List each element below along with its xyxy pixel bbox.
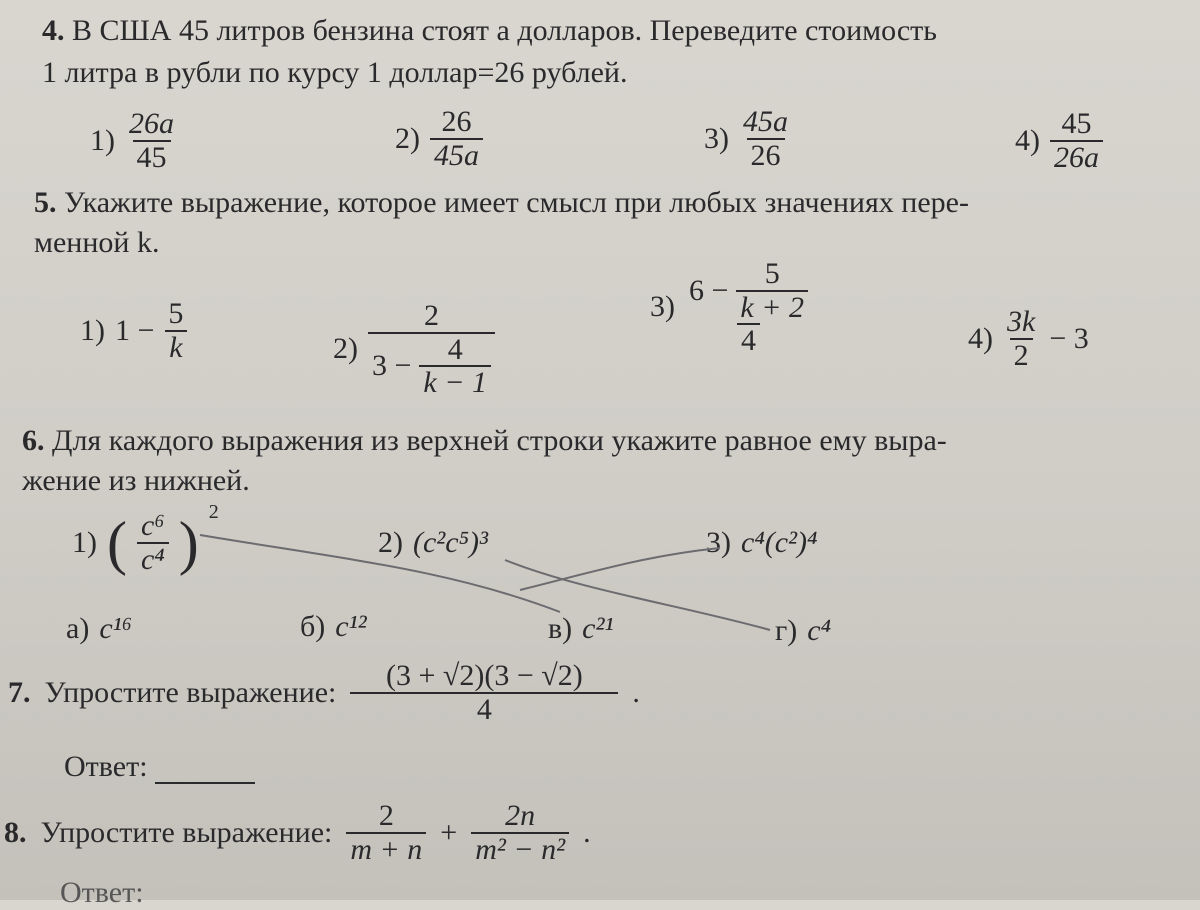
task-4-line-2 (42, 56, 627, 90)
task-4-text-1: В США 45 литров бензина стоят a долларов. Переведите стоимость (72, 14, 937, 47)
task-6-text-1: Для каждого выражения из верхней строки укажите равное ему выра- (52, 424, 947, 457)
task-5-line-1 (34, 186, 969, 220)
task-8-text: Упростите выражение: (40, 815, 333, 849)
task-5-line-2 (34, 226, 159, 260)
task-7-answer-blank[interactable] (155, 754, 255, 784)
task-6-bottom-b: б) c¹² (300, 610, 367, 643)
task-6-line-2 (22, 464, 250, 498)
task-5-option-4: 4) $\frac{3k}{2}$ − 3 (968, 305, 1089, 372)
task-6-top-2: 2) (c²c⁵)³ (378, 526, 489, 559)
task-6-top-1: 1) ( $\frac{\text{c⁶}}{\text{c⁴}}$ ) 2 (72, 501, 219, 576)
task-4-option-1: 1) $\frac{26a}{45}$ (90, 107, 174, 174)
task-8-answer (60, 876, 144, 910)
task-6-top-3: 3) c⁴(c²)⁴ (706, 526, 818, 559)
task-6-number: 6. (22, 424, 45, 457)
task-5-option-2: 2) 2 3 − $\frac{4}{k - 1}$ (333, 300, 495, 399)
task-7-answer (64, 750, 255, 784)
task-6-bottom-v: в) c²¹ (548, 612, 614, 645)
task-7-number: 7. (8, 675, 31, 709)
task-6-line-1 (22, 424, 947, 458)
task-6-text-2: жение из нижней. (22, 464, 250, 497)
task-6-bottom-g: г) c⁴ (775, 614, 832, 647)
task-4-option-2: 2) $\frac{26}{45a}$ (395, 106, 483, 171)
task-6-bottom-a: а) c¹⁶ (66, 612, 133, 645)
task-4-text-2: 1 литра в рубли по курсу 1 доллар=26 рублей. (42, 56, 628, 89)
task-8-answer-label: Ответ: (60, 876, 144, 909)
task-5-number: 5. (34, 186, 57, 219)
pencil-line-3-to-b (520, 548, 720, 590)
task-4-line-1 (42, 14, 937, 48)
task-7-text: Упростите выражение: (44, 675, 337, 709)
task-7-answer-label: Ответ: (64, 750, 148, 783)
task-4-number: 4. (42, 14, 65, 47)
task-4-option-3: 3) $\frac{45a}{26}$ (704, 105, 788, 172)
task-5-option-1: 1) 1 − $\frac{5}{k}$ (80, 298, 187, 363)
task-5-option-3: 3) 6 − $\frac{5}{k + 2}$ 4 (650, 258, 812, 357)
task-8-number: 8. (4, 815, 27, 849)
task-4-option-4: 4) $\frac{45}{26a}$ (1015, 108, 1103, 173)
task-5-text-2: менной k. (34, 226, 160, 259)
task-8: 8. Упростите выражение: $\frac{2}{m + n}$ + $\frac{2n}{\text{m² − n²}}$ . (4, 799, 591, 866)
task-7: 7. Упростите выражение: $\frac{(3 + √2)(3 - √2)}{4}$ . (8, 659, 640, 726)
task-5-text-1: Укажите выражение, которое имеет смысл при любых значениях пере- (64, 186, 969, 219)
pencil-line-2-to-g (505, 560, 770, 630)
